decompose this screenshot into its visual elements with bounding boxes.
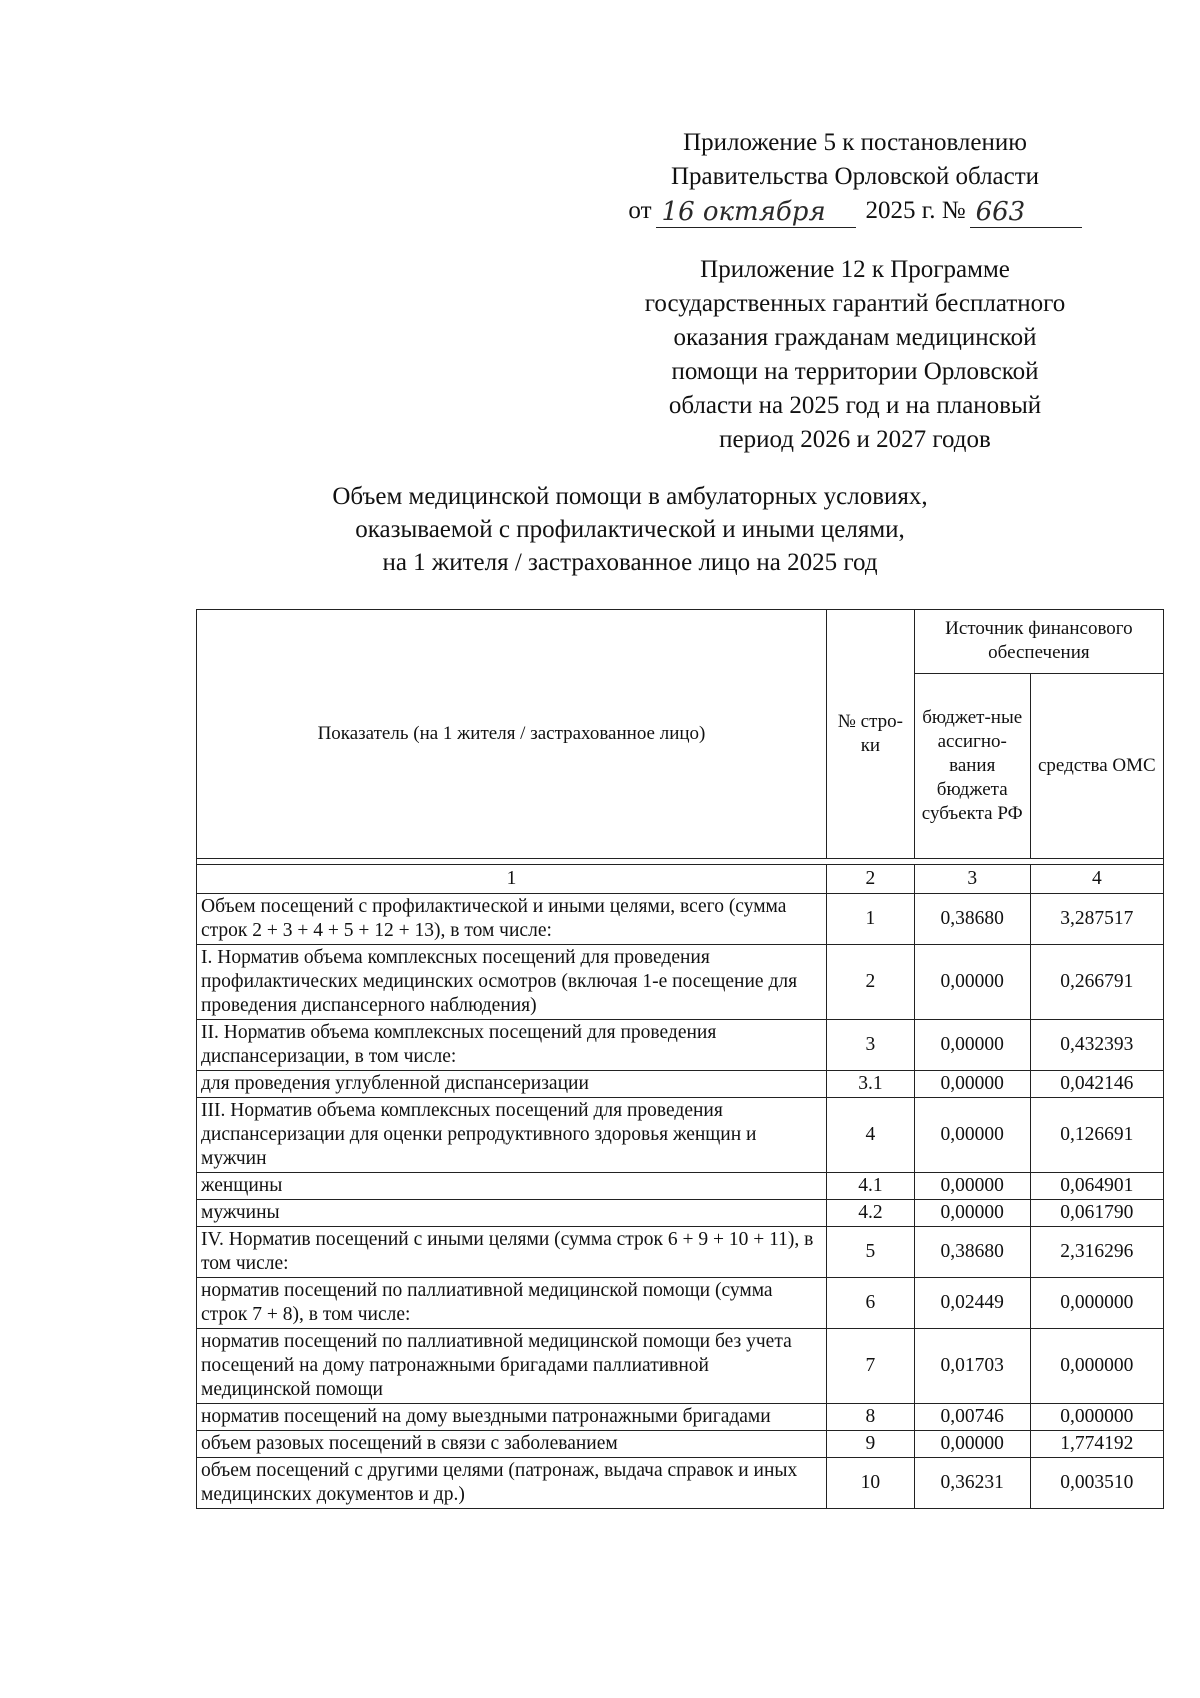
oms-value-cell: 0,064901 (1030, 1173, 1163, 1200)
budget-value-cell: 0,02449 (914, 1278, 1030, 1329)
oms-value-cell: 0,003510 (1030, 1458, 1163, 1509)
document-header (600, 126, 1110, 228)
header-oms: средства ОМС (1030, 673, 1163, 858)
title-line-1: Объем медицинской помощи в амбулаторных условиях, (332, 483, 928, 510)
budget-value-cell: 0,00000 (914, 1020, 1030, 1071)
indicator-cell: для проведения углубленной диспансеризации (197, 1071, 827, 1098)
oms-value-cell: 0,042146 (1030, 1071, 1163, 1098)
from-label: от (628, 197, 652, 224)
budget-value-cell: 0,00000 (914, 1098, 1030, 1173)
table-row (197, 1173, 1164, 1200)
volume-table (196, 609, 1164, 1509)
indicator-cell: Объем посещений с профилактической и иными целями, всего (сумма строк 2 + 3 + 4 + 5 + 12 + 13), в том числе: (197, 894, 827, 945)
oms-value-cell: 0,061790 (1030, 1200, 1163, 1227)
budget-value-cell: 0,01703 (914, 1329, 1030, 1404)
indicator-cell: норматив посещений на дому выездными патронажными бригадами (197, 1404, 827, 1431)
row-number-cell: 4.1 (826, 1173, 914, 1200)
program-reference (600, 253, 1110, 457)
table-row (197, 1200, 1164, 1227)
column-number: 2 (826, 865, 914, 894)
oms-value-cell: 0,000000 (1030, 1278, 1163, 1329)
program-ref-line-1: Приложение 12 к Программе (700, 256, 1010, 283)
table-row (197, 1404, 1164, 1431)
oms-value-cell: 0,000000 (1030, 1329, 1163, 1404)
oms-value-cell: 0,266791 (1030, 945, 1163, 1020)
oms-value-cell: 2,316296 (1030, 1227, 1163, 1278)
row-number-cell: 3 (826, 1020, 914, 1071)
indicator-cell: II. Норматив объема комплексных посещений для проведения диспансеризации, в том числе: (197, 1020, 827, 1071)
title-line-3: на 1 жителя / застрахованное лицо на 2025 год (382, 549, 878, 576)
handwritten-date: 16 октября (656, 197, 856, 228)
budget-value-cell: 0,36231 (914, 1458, 1030, 1509)
table-row (197, 1329, 1164, 1404)
budget-value-cell: 0,38680 (914, 894, 1030, 945)
budget-value-cell: 0,00000 (914, 1431, 1030, 1458)
row-number-cell: 4.2 (826, 1200, 914, 1227)
table-row (197, 1020, 1164, 1071)
table-row (197, 1458, 1164, 1509)
table-row (197, 1098, 1164, 1173)
budget-value-cell: 0,00000 (914, 1200, 1030, 1227)
handwritten-number: 663 (970, 197, 1082, 228)
budget-value-cell: 0,00000 (914, 1071, 1030, 1098)
table-row (197, 1431, 1164, 1458)
column-number: 3 (914, 865, 1030, 894)
budget-value-cell: 0,00000 (914, 945, 1030, 1020)
budget-value-cell: 0,00000 (914, 1173, 1030, 1200)
column-number: 4 (1030, 865, 1163, 894)
year-number-label: 2025 г. № (865, 197, 966, 224)
indicator-cell: женщины (197, 1173, 827, 1200)
appendix-line-1: Приложение 5 к постановлению (683, 129, 1027, 156)
table-row (197, 945, 1164, 1020)
oms-value-cell: 0,000000 (1030, 1404, 1163, 1431)
appendix-line-2: Правительства Орловской области (670, 163, 1040, 190)
row-number-cell: 10 (826, 1458, 914, 1509)
indicator-cell: IV. Норматив посещений с иными целями (сумма строк 6 + 9 + 10 + 11), в том числе: (197, 1227, 827, 1278)
table-row (197, 1227, 1164, 1278)
column-number: 1 (197, 865, 827, 894)
row-number-cell: 3.1 (826, 1071, 914, 1098)
oms-value-cell: 0,432393 (1030, 1020, 1163, 1071)
table-row (197, 1278, 1164, 1329)
row-number-cell: 5 (826, 1227, 914, 1278)
row-number-cell: 7 (826, 1329, 914, 1404)
oms-value-cell: 3,287517 (1030, 894, 1163, 945)
row-number-cell: 1 (826, 894, 914, 945)
column-numbers-row (197, 865, 1164, 894)
program-ref-line-5: области на 2025 год и на плановый (668, 392, 1042, 419)
row-number-cell: 2 (826, 945, 914, 1020)
program-ref-line-2: государственных гарантий бесплатного (644, 290, 1066, 317)
row-number-cell: 8 (826, 1404, 914, 1431)
row-number-cell: 6 (826, 1278, 914, 1329)
indicator-cell: объем разовых посещений в связи с заболеванием (197, 1431, 827, 1458)
header-row-number: № стро-ки (826, 610, 914, 859)
oms-value-cell: 1,774192 (1030, 1431, 1163, 1458)
indicator-cell: объем посещений с другими целями (патронаж, выдача справок и иных медицинских документов и др.) (197, 1458, 827, 1509)
header-indicator: Показатель (на 1 жителя / застрахованное лицо) (197, 610, 827, 859)
indicator-cell: норматив посещений по паллиативной медицинской помощи без учета посещений на дому патронажными бригадами паллиативной медицинской помощи (197, 1329, 827, 1404)
title-line-2: оказываемой с профилактической и иными целями, (355, 516, 905, 543)
oms-value-cell: 0,126691 (1030, 1098, 1163, 1173)
decree-date-line (600, 194, 1110, 228)
table-row (197, 1071, 1164, 1098)
program-ref-line-6: период 2026 и 2027 годов (719, 426, 991, 453)
budget-value-cell: 0,00746 (914, 1404, 1030, 1431)
row-number-cell: 9 (826, 1431, 914, 1458)
row-number-cell: 4 (826, 1098, 914, 1173)
header-budget: бюджет-ные ассигно-вания бюджета субъекта РФ (914, 673, 1030, 858)
program-ref-line-3: оказания гражданам медицинской (673, 324, 1037, 351)
indicator-cell: III. Норматив объема комплексных посещений для проведения диспансеризации для оценки репродуктивного здоровья женщин и мужчин (197, 1098, 827, 1173)
program-ref-line-4: помощи на территории Орловской (671, 358, 1039, 385)
document-title (200, 480, 1060, 579)
indicator-cell: мужчины (197, 1200, 827, 1227)
table-row (197, 894, 1164, 945)
budget-value-cell: 0,38680 (914, 1227, 1030, 1278)
header-funding-source: Источник финансового обеспечения (914, 610, 1163, 674)
indicator-cell: норматив посещений по паллиативной медицинской помощи (сумма строк 7 + 8), в том числе: (197, 1278, 827, 1329)
indicator-cell: I. Норматив объема комплексных посещений для проведения профилактических медицинских осмотров (включая 1-е посещение для проведения диспансерного наблюдения) (197, 945, 827, 1020)
